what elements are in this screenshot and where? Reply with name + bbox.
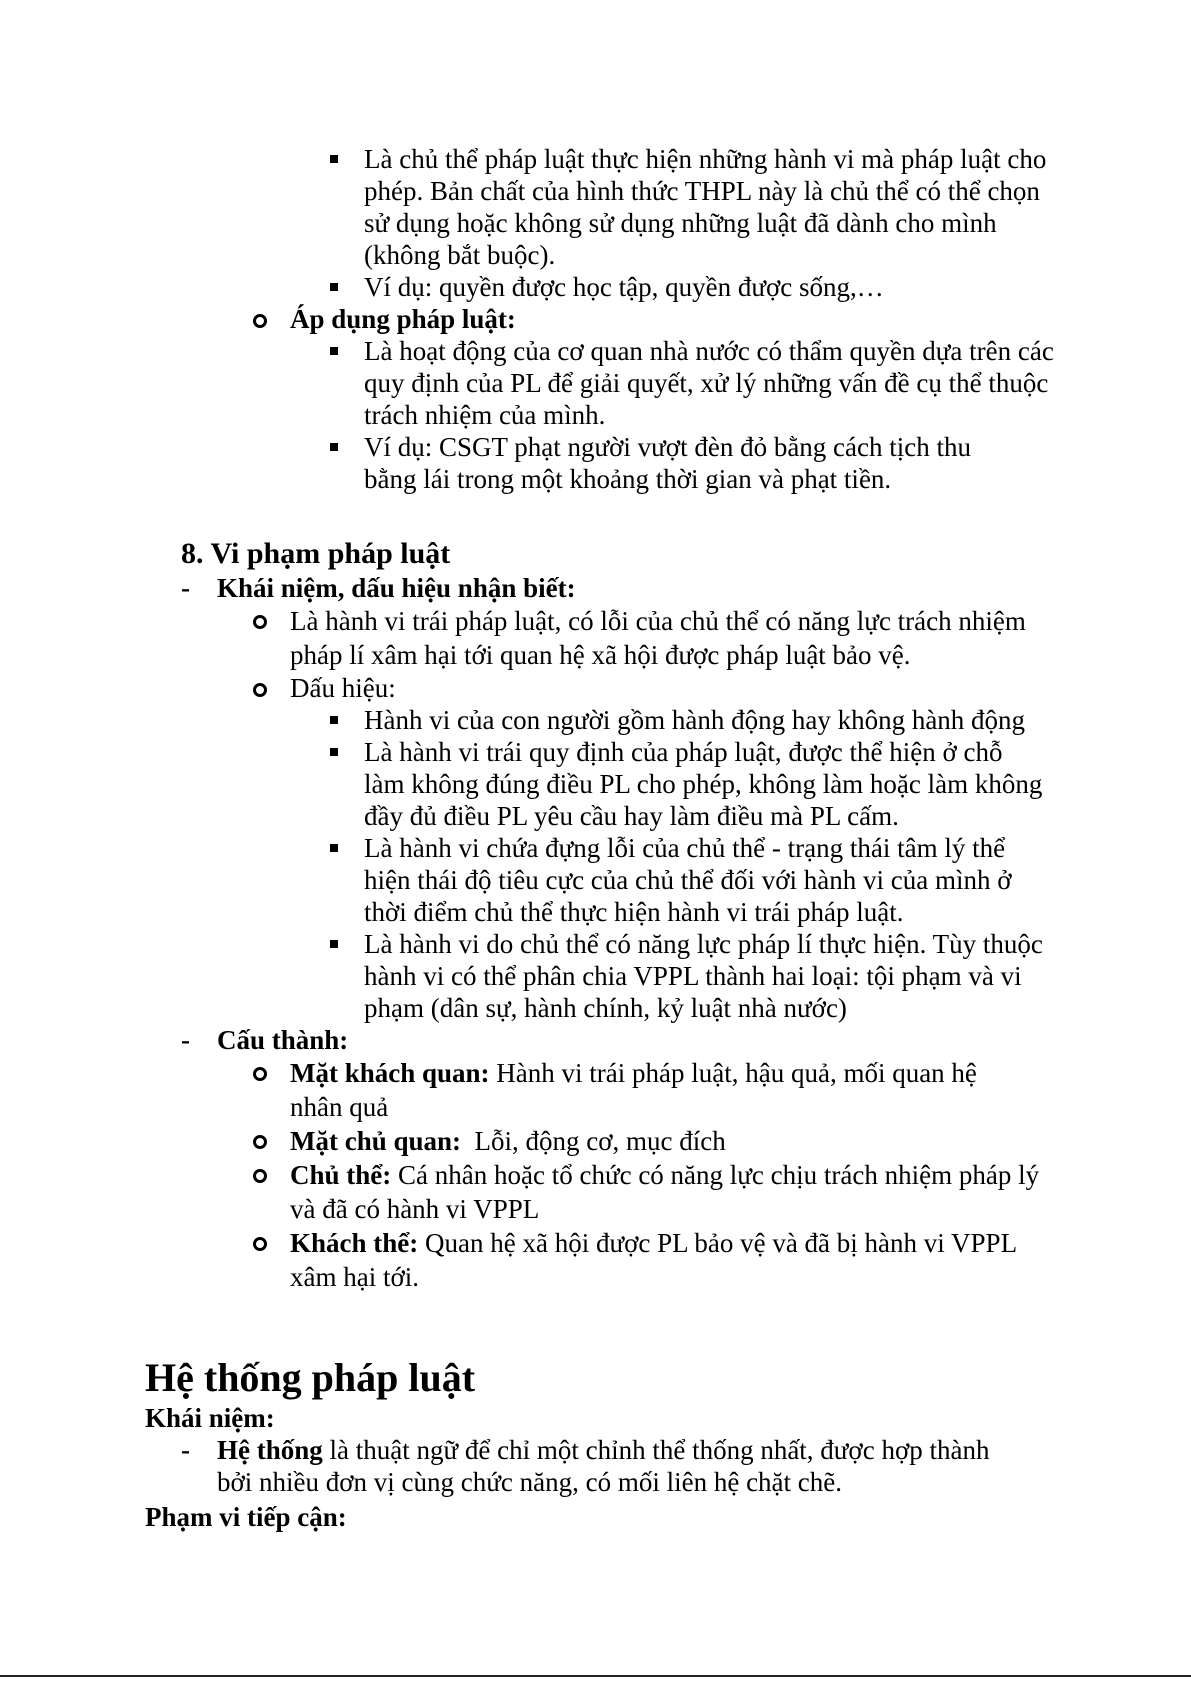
system-body (0, 1434, 1191, 1498)
circle-bullet-icon (253, 683, 267, 697)
bullet-text: Là hành vi trái quy định của pháp luật, được thể hiện ở chỗ làm không đúng điều PL cho phép, không làm hoặc làm không đầy đủ điều PL yêu cầu hay làm điều mà PL cấm. (364, 737, 1043, 831)
bullet-text: Ví dụ: quyền được học tập, quyền được sống,… (364, 272, 884, 302)
dash-bullet: - (181, 1435, 190, 1465)
section-heading: 8. Vi phạm pháp luật (181, 537, 451, 570)
bullet-text (290, 1158, 1050, 1226)
list-item (0, 1024, 1191, 1056)
circle-bullet-icon (253, 1169, 267, 1183)
ct3-label: Chủ thể: (290, 1160, 392, 1190)
khainiem-label: Khái niệm, dấu hiệu nhận biết: (217, 573, 576, 603)
hethong-label: Hệ thống (217, 1435, 323, 1465)
list-item (0, 832, 1191, 928)
dash-bullet: - (181, 573, 190, 603)
bullet-text (217, 1434, 1027, 1498)
list-item (0, 1124, 1191, 1158)
list-item (0, 431, 1191, 495)
ct4-text: Quan hệ xã hội được PL bảo vệ và đã bị hành vi VPPL xâm hại tới. (290, 1228, 1017, 1292)
square-bullet-icon (330, 347, 338, 355)
ct1-label: Mặt khách quan: (290, 1058, 490, 1088)
list-item (0, 303, 1191, 335)
square-bullet-icon (330, 283, 338, 291)
list-item (0, 736, 1191, 832)
list-item (0, 143, 1191, 271)
list-item (0, 604, 1191, 672)
circle-bullet-icon (253, 615, 267, 629)
ct2-text: Lỗi, động cơ, mục đích (461, 1126, 726, 1156)
cauthanh-label: Cấu thành: (217, 1025, 349, 1055)
ct3-text: Cá nhân hoặc tổ chức có năng lực chịu trách nhiệm pháp lý và đã có hành vi VPPL (290, 1160, 1040, 1224)
bullet-text (290, 1124, 1060, 1158)
bullet-text: Là hành vi chứa đựng lỗi của chủ thể - trạng thái tâm lý thể hiện thái độ tiêu cực của chủ thể đối với hành vi của mình ở thời điểm chủ thể thực hiện hành vi trái pháp luật. (364, 833, 1012, 927)
bullet-text: Dấu hiệu: (290, 673, 396, 703)
square-bullet-icon (330, 443, 338, 451)
page-bottom-rule (0, 1675, 1191, 1677)
circle-bullet-icon (253, 314, 267, 328)
list-item (0, 1158, 1191, 1226)
apdung-label: Áp dụng pháp luật: (290, 304, 516, 334)
square-bullet-icon (330, 940, 338, 948)
list-item (0, 672, 1191, 704)
circle-bullet-icon (253, 1135, 267, 1149)
bullet-text: Là hành vi do chủ thể có năng lực pháp lí thực hiện. Tùy thuộc hành vi có thể phân chia VPPL thành hai loại: tội phạm và vi phạm (dân sự, hành chính, kỷ luật nhà nước) (364, 929, 1043, 1023)
bullet-text: Là chủ thể pháp luật thực hiện những hành vi mà pháp luật cho phép. Bản chất của hình thức THPL này là chủ thể có thể chọn sử dụng hoặc không sử dụng những luật đã dành cho mình (không bắt buộc). (364, 144, 1047, 270)
list-item (0, 1056, 1191, 1124)
dash-bullet: - (181, 1025, 190, 1055)
bullet-text (290, 1226, 1050, 1294)
square-bullet-icon (330, 716, 338, 724)
phamvi-heading: Phạm vi tiếp cận: (145, 1502, 347, 1532)
list-item (0, 928, 1191, 1024)
hethong-text: là thuật ngữ để chỉ một chỉnh thể thống nhất, được hợp thành bởi nhiều đơn vị cùng chức năng, có mối liên hệ chặt chẽ. (217, 1435, 990, 1497)
square-bullet-icon (330, 155, 338, 163)
list-item (0, 572, 1191, 604)
bullet-text: Hành vi của con người gồm hành động hay không hành động (364, 705, 1026, 735)
ct1-text: Hành vi trái pháp luật, hậu quả, mối quan hệ nhân quả (290, 1058, 977, 1122)
bullet-text (290, 1056, 1030, 1124)
page-title: Hệ thống pháp luật (145, 1355, 476, 1400)
bullet-text: Là hoạt động của cơ quan nhà nước có thẩm quyền dựa trên các quy định của PL để giải quyết, xử lý những vấn đề cụ thể thuộc trách nhiệm của mình. (364, 336, 1054, 430)
square-bullet-icon (330, 844, 338, 852)
ct2-label: Mặt chủ quan: (290, 1126, 462, 1156)
list-item (0, 335, 1191, 431)
list-item (0, 1434, 1191, 1498)
circle-bullet-icon (253, 1067, 267, 1081)
section8-body (0, 572, 1191, 1294)
circle-bullet-icon (253, 1237, 267, 1251)
bullet-text: Ví dụ: CSGT phạt người vượt đèn đỏ bằng cách tịch thu bằng lái trong một khoảng thời gian và phạt tiền. (364, 432, 971, 494)
list-item (0, 704, 1191, 736)
ct4-label: Khách thể: (290, 1228, 419, 1258)
thpl-continuation (0, 143, 1191, 495)
bullet-text: Là hành vi trái pháp luật, có lỗi của chủ thể có năng lực trách nhiệm pháp lí xâm hại tới quan hệ xã hội được pháp luật bảo vệ. (290, 606, 1026, 670)
list-item (0, 1226, 1191, 1294)
khainiem-heading: Khái niệm: (145, 1403, 275, 1433)
square-bullet-icon (330, 748, 338, 756)
list-item (0, 271, 1191, 303)
